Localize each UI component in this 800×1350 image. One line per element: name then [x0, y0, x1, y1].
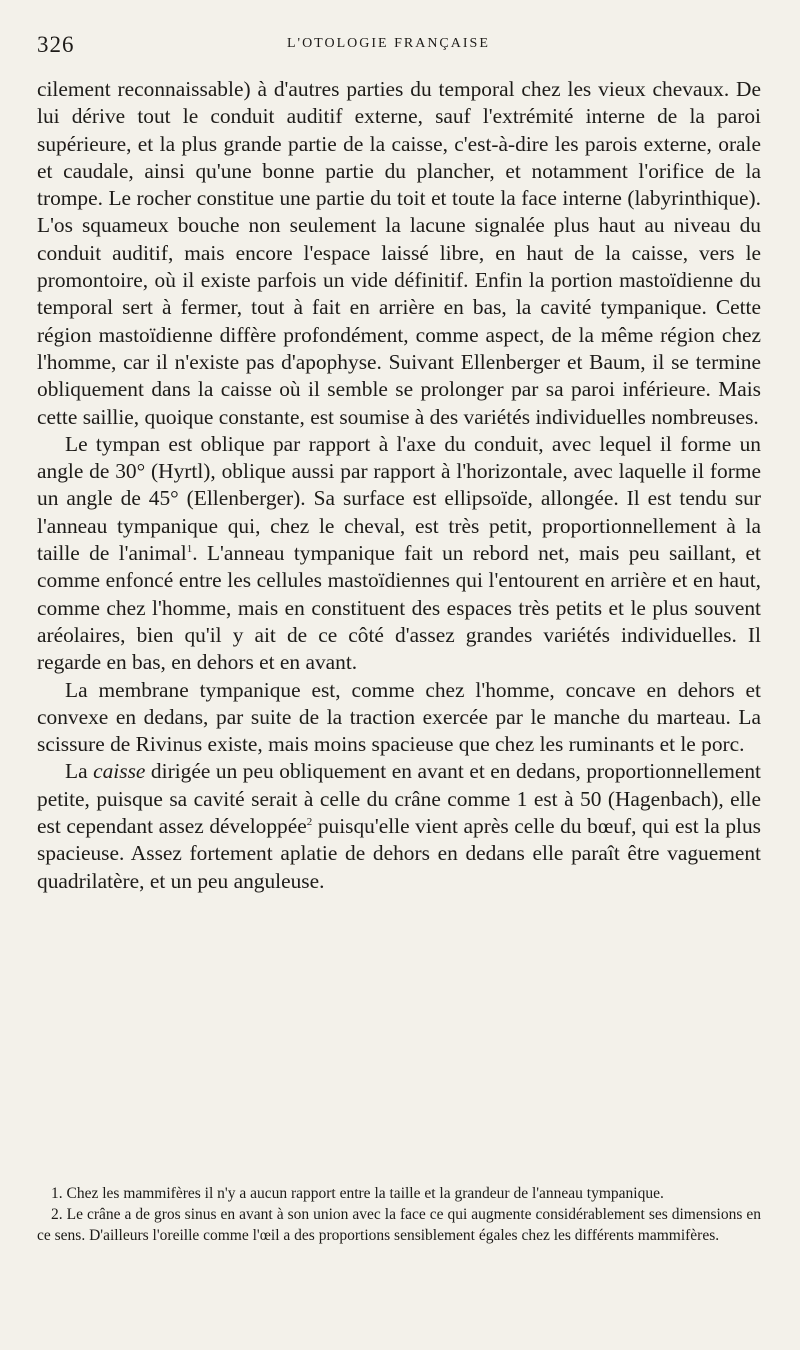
footnotes	[37, 1183, 761, 1246]
paragraph-4-text: dirigée un peu obliquement en avant et en dedans, proportionnellement petite, puisque sa cavité serait à celle du crâne comme 1 est à 50 (Hagenbach), elle est cependant assez développée	[37, 759, 761, 839]
footnote-ref-2: 2	[306, 815, 313, 828]
paragraph-2-text-cont: . L'anneau tympanique fait un rebord net, mais peu saillant, et comme enfoncé entre les cellules mastoïdiennes qui l'entourent en arrière et en haut, comme chez l'homme, mais en constituent des espaces très petits et le plus souvent aréolaires, bien qu'il y ait de ce côté d'assez grandes variétés individuelles. Il regarde en bas, en dehors et en avant.	[37, 541, 761, 675]
page-number: 326	[37, 32, 75, 57]
body-text	[37, 76, 761, 895]
paragraph-2	[37, 431, 761, 677]
footnote-ref-1: 1	[186, 542, 193, 555]
running-title: L'OTOLOGIE FRANÇAISE	[287, 36, 490, 51]
paragraph-3: La membrane tympanique est, comme chez l'homme, concave en dehors et convexe en dedans, par suite de la traction exercée par le manche du marteau. La scissure de Rivinus existe, mais moins spacieuse que chez les ruminants et le porc.	[37, 677, 761, 757]
paragraph-4-lead: La	[65, 759, 94, 784]
paragraph-4-text-cont: puisqu'elle vient après celle du bœuf, qui est la plus spacieuse. Assez fortement aplatie de dehors en dedans elle paraît être vaguement quadrilatère, et un peu anguleuse.	[37, 814, 761, 893]
footnote-1: 1. Chez les mammifères il n'y a aucun rapport entre la taille et la grandeur de l'anneau tympanique.	[51, 1185, 664, 1202]
page-header	[37, 32, 761, 60]
italic-term: caisse	[93, 759, 146, 784]
paragraph-2-text: Le tympan est oblique par rapport à l'axe du conduit, avec lequel il forme un angle de 30° (Hyrtl), oblique aussi par rapport à l'horizontale, avec laquelle il forme un angle de 45° (Ellenberger). Sa surface est ellipsoïde, allongée. Il est tendu sur l'anneau tympanique qui, chez le cheval, est très petit, proportionnellement à la taille de l'animal	[37, 431, 761, 566]
paragraph-1: cilement reconnaissable) à d'autres parties du temporal chez les vieux chevaux. De lui dérive tout le conduit auditif externe, sauf l'extrémité interne de la paroi supérieure, et la plus grande partie de la caisse, c'est-à-dire les parois externe, orale et caudale, ainsi qu'une bonne partie du plancher, et notamment l'orifice de la trompe. Le rocher constitue une partie du toit et toute la face interne (labyrinthique). L'os squameux bouche non seulement la lacune signalée plus haut au niveau du conduit auditif, mais encore l'espace laissé libre, en haut de la caisse, vers le promontoire, où il existe parfois un vide définitif. Enfin la portion mastoïdienne du temporal sert à fermer, tout à fait en arrière en bas, la cavité tympanique. Cette région mastoïdienne diffère profondément, comme aspect, de la même région chez l'homme, car il n'existe pas d'apophyse. Suivant Ellenberger et Baum, il se termine obliquement dans la caisse où il semble se prolonger par sa paroi inférieure. Mais cette saillie, quoique constante, est soumise à des variétés individuelles nombreuses.	[37, 77, 761, 429]
paragraph-4	[37, 758, 761, 894]
footnote-2: 2. Le crâne a de gros sinus en avant à son union avec la face ce qui augmente considérablement ses dimensions en ce sens. D'ailleurs l'oreille comme l'œil a des proportions sensiblement égales chez les différents mammifères.	[37, 1206, 761, 1244]
